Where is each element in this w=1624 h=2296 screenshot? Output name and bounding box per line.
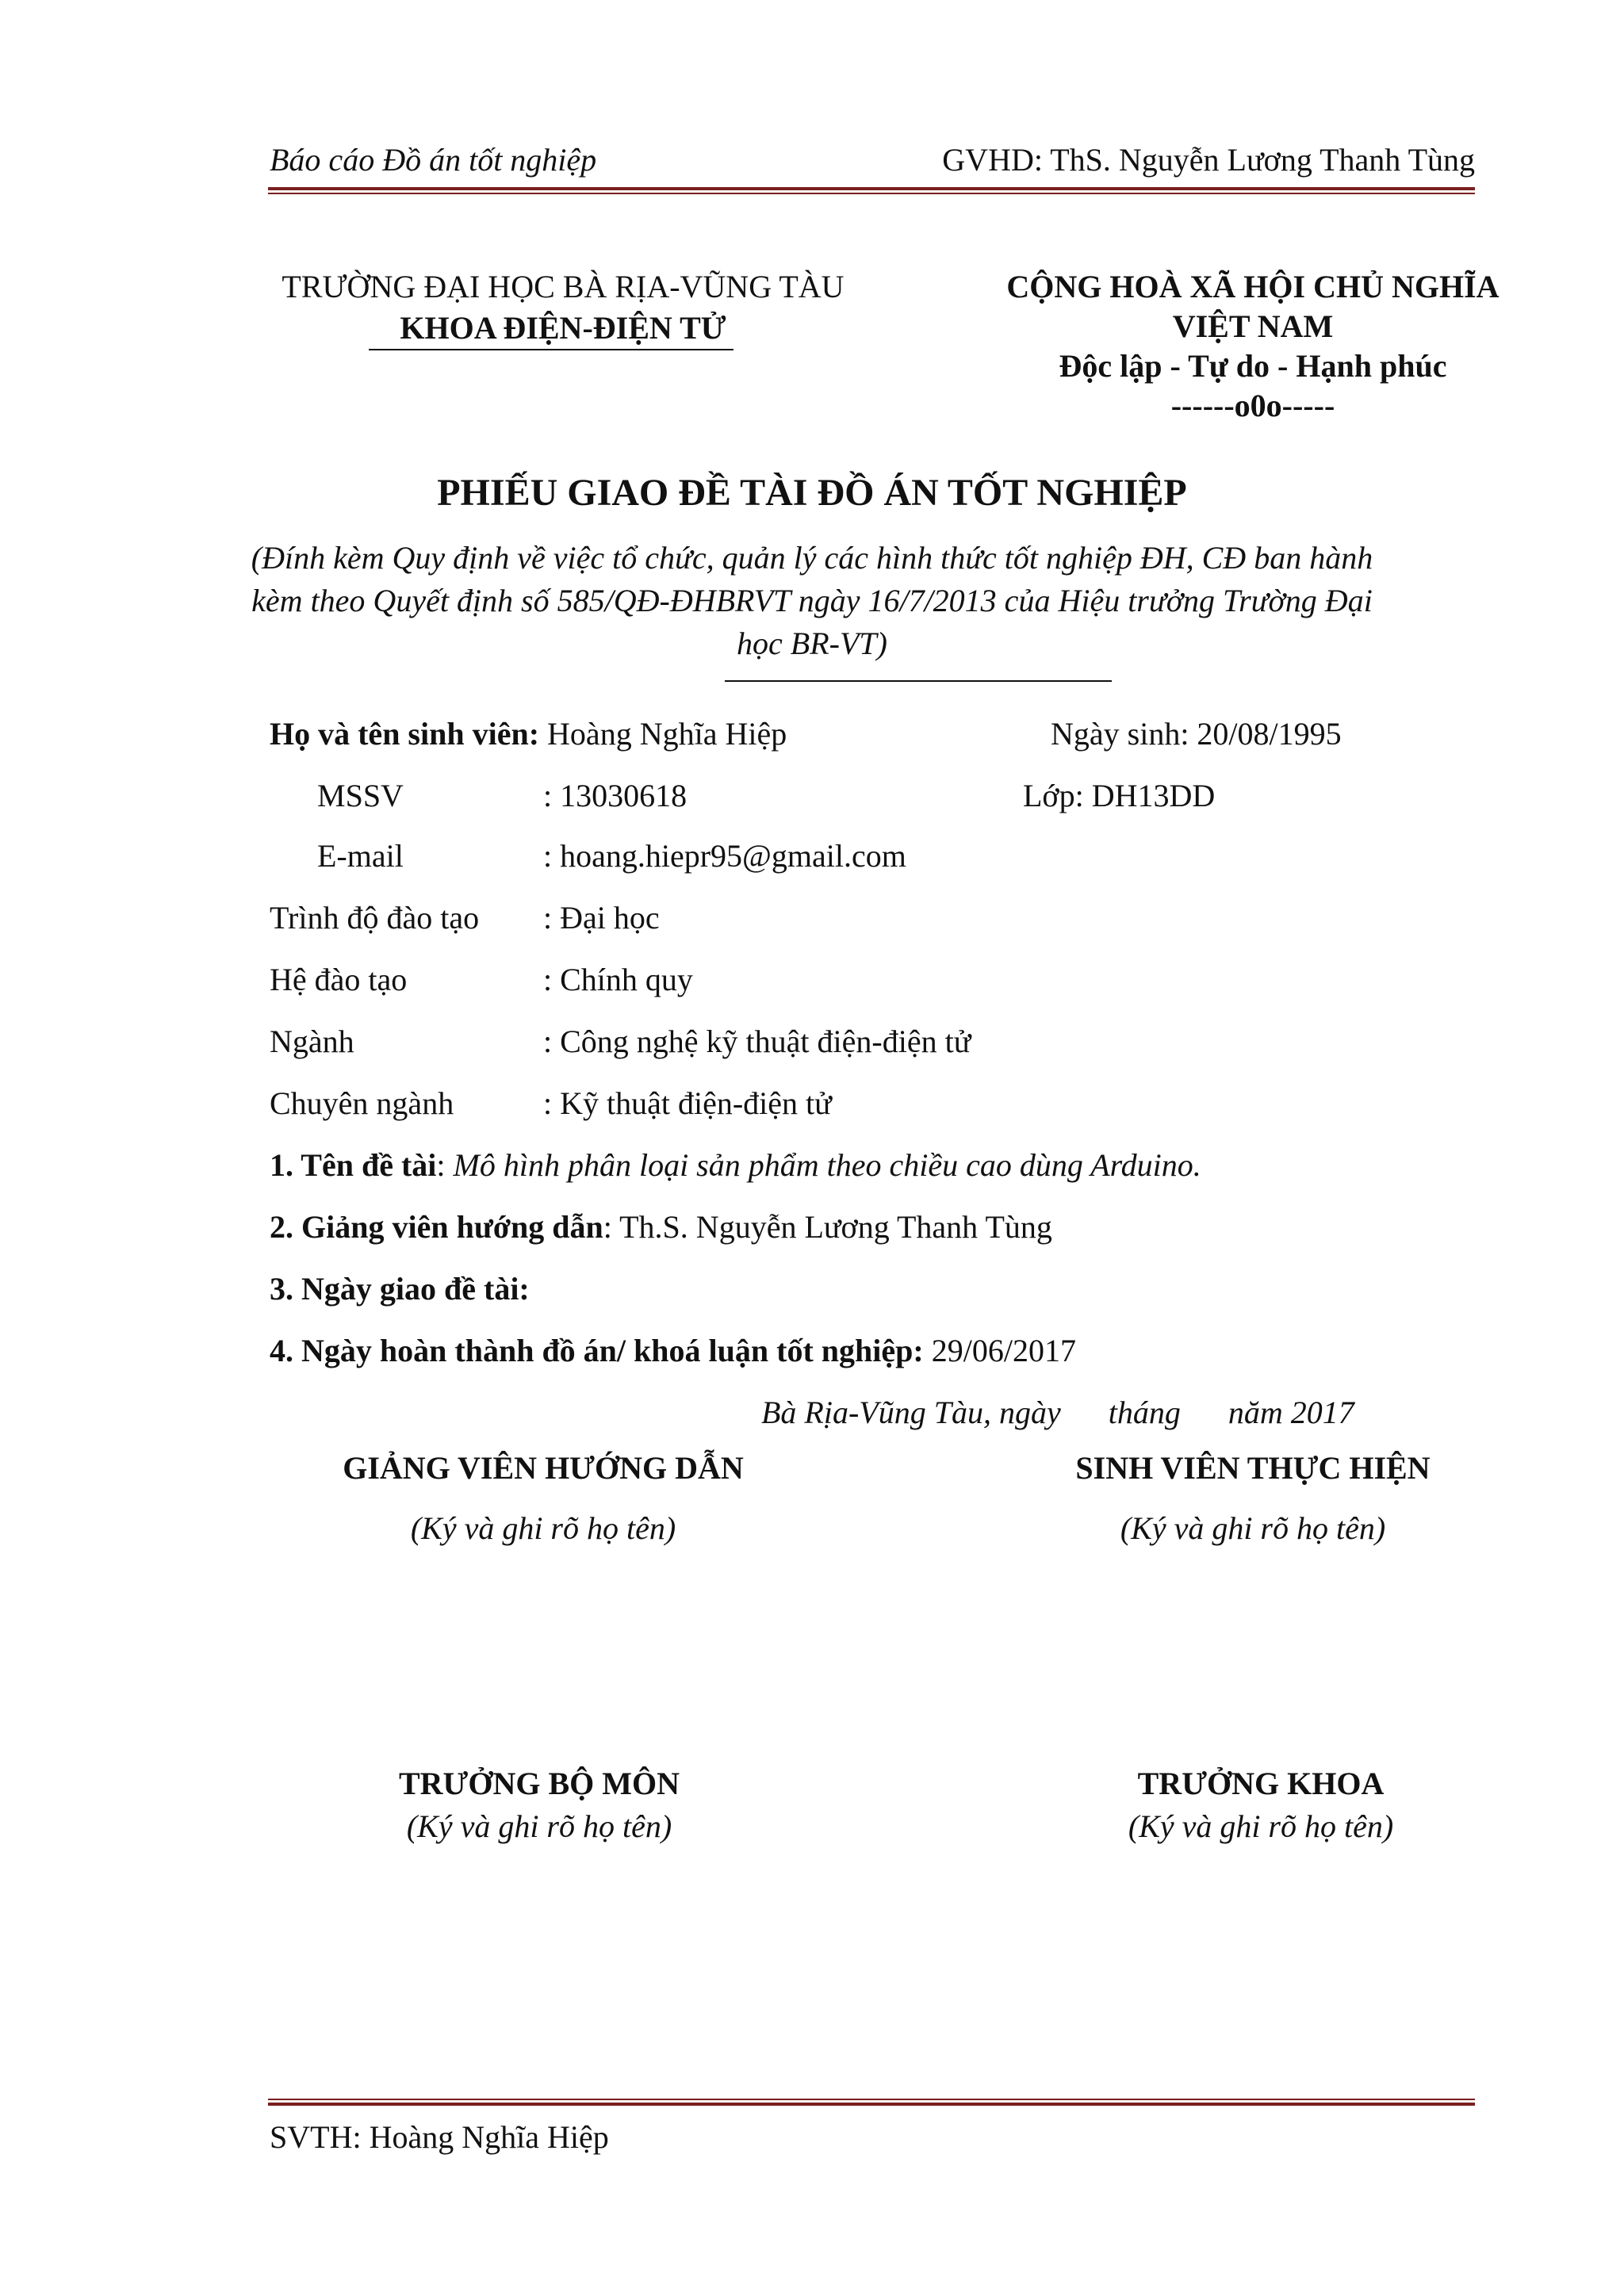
national-line2: VIỆT NAM (1172, 308, 1334, 344)
advisor-label: 2. Giảng viên hướng dẫn (270, 1209, 603, 1245)
major-label: Ngành (270, 1024, 354, 1059)
finish-value: 29/06/2017 (923, 1333, 1076, 1368)
email-label: E-mail (317, 838, 404, 874)
subtitle-line3: học BR-VT) (737, 626, 887, 661)
finish-row (270, 1332, 1076, 1369)
header-rule-thin (268, 193, 1475, 194)
faculty-underline (369, 349, 733, 350)
topic-value: Mô hình phân loại sản phẩm theo chiều cao dùng Arduino. (453, 1147, 1201, 1183)
level-value: : Đại học (543, 900, 660, 936)
student-name-value: Hoàng Nghĩa Hiệp (539, 716, 787, 752)
sig-student-title: SINH VIÊN THỰC HIỆN (1075, 1450, 1431, 1486)
subtitle-line1: (Đính kèm Quy định về việc tổ chức, quản lý các hình thức tốt nghiệp ĐH, CĐ ban hành (251, 540, 1373, 576)
topic-label: 1. Tên đề tài (270, 1147, 437, 1183)
finish-label: 4. Ngày hoàn thành đồ án/ khoá luận tốt nghiệp: (270, 1333, 924, 1368)
system-value: : Chính quy (543, 962, 693, 997)
sig-advisor-note: (Ký và ghi rõ họ tên) (410, 1510, 676, 1546)
header-rule (268, 187, 1475, 190)
sig-dean-note: (Ký và ghi rõ họ tên) (1128, 1808, 1394, 1844)
subtitle-line2: kèm theo Quyết định số 585/QĐ-ĐHBRVT ngày 16/7/2013 của Hiệu trưởng Trường Đại (251, 583, 1373, 618)
footer-text: SVTH: Hoàng Nghĩa Hiệp (270, 2119, 609, 2155)
title-underline (725, 680, 1112, 682)
spec-label: Chuyên ngành (270, 1085, 454, 1121)
header-right: GVHD: ThS. Nguyễn Lương Thanh Tùng (942, 142, 1475, 178)
footer-rule (268, 2103, 1475, 2106)
sig-advisor-title: GIẢNG VIÊN HƯỚNG DẪN (343, 1450, 744, 1486)
system-label: Hệ đào tạo (270, 962, 408, 997)
sig-dept-head-title: TRƯỞNG BỘ MÔN (398, 1766, 680, 1801)
student-name-label: Họ và tên sinh viên: (270, 716, 540, 752)
assign-date-label: 3. Ngày giao đề tài: (270, 1271, 530, 1307)
level-label: Trình độ đào tạo (270, 900, 480, 936)
sig-dept-head-note: (Ký và ghi rõ họ tên) (406, 1808, 672, 1844)
spec-value: : Kỹ thuật điện-điện tử (543, 1085, 832, 1121)
mssv-value: : 13030618 (543, 778, 688, 813)
national-separator: ------o0o----- (1170, 388, 1335, 423)
footer-rule-thin (268, 2099, 1475, 2100)
place-date: Bà Rịa-Vũng Tàu, ngày tháng năm 2017 (761, 1395, 1354, 1430)
student-name-row (270, 715, 787, 752)
student-dob: Ngày sinh: 20/08/1995 (1051, 716, 1342, 752)
advisor-value: : Th.S. Nguyễn Lương Thanh Tùng (603, 1209, 1052, 1245)
email-value: : hoang.hiepr95@gmail.com (543, 838, 906, 874)
school-name: TRƯỜNG ĐẠI HỌC BÀ RỊA-VŨNG TÀU (282, 269, 845, 304)
header-left: Báo cáo Đồ án tốt nghiệp (270, 142, 597, 178)
national-line1: CỘNG HOÀ XÃ HỘI CHỦ NGHĨA (1006, 269, 1500, 304)
sig-student-note: (Ký và ghi rõ họ tên) (1120, 1510, 1386, 1546)
national-motto: Độc lập - Tự do - Hạnh phúc (1059, 348, 1447, 384)
mssv-label: MSSV (317, 778, 404, 813)
faculty-name: KHOA ĐIỆN-ĐIỆN TỬ (400, 310, 726, 346)
topic-colon: : (436, 1147, 454, 1183)
student-class: Lớp: DH13DD (1023, 778, 1216, 813)
page-title: PHIẾU GIAO ĐỀ TÀI ĐỒ ÁN TỐT NGHIỆP (437, 472, 1187, 514)
major-value: : Công nghệ kỹ thuật điện-điện tử (543, 1024, 971, 1059)
sig-dean-title: TRƯỞNG KHOA (1137, 1766, 1385, 1801)
advisor-row (270, 1208, 1052, 1246)
topic-row (270, 1146, 1201, 1184)
